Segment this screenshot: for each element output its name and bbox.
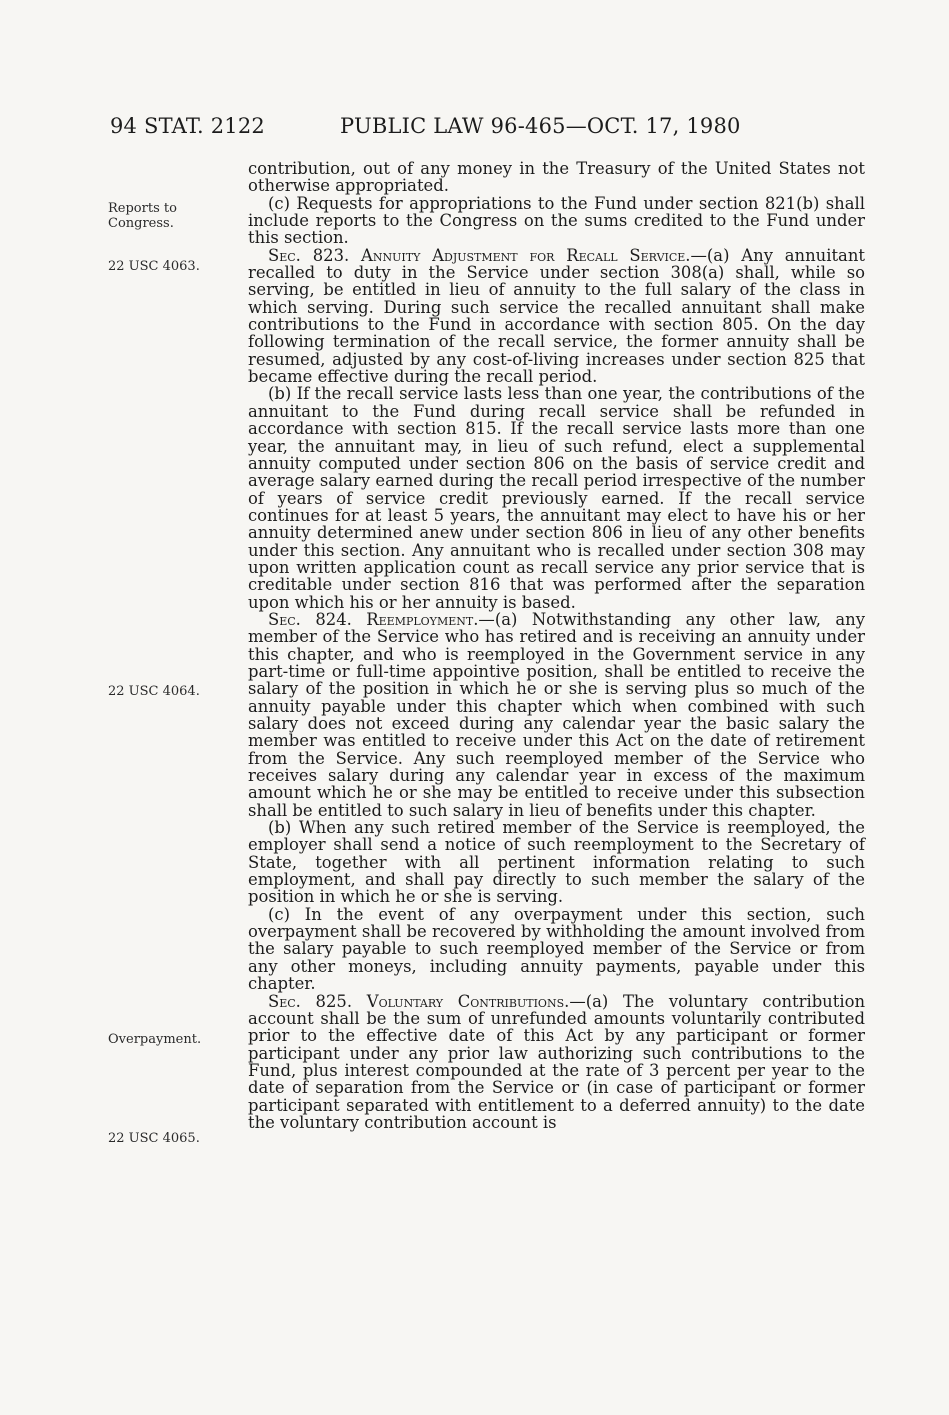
- paragraph-sec-823-b: (b) If the recall service lasts less than one year, the contributions of the annuitant to the Fund during recall service shall be refunded in accordance with section 815. If the recall service lasts more than one year, the annuitant may, in lieu of such refund, elect a supplemental annuity computed under section 806 on the basis of service credit and average salary earned during the recall period irrespective of the number of years of service credit previously earned. If the recall service continues for at least 5 years, the annuitant may elect to have his or her annuity determined anew under section 806 in lieu of any other benefits under this section. Any annuitant who is recalled under section 308 may upon written application count as recall service any prior service that is creditable under section 816 that was performed after the separation upon which his or her annuity is based.: [248, 384, 865, 612]
- margin-note-overpayment: Overpayment.: [108, 1032, 202, 1047]
- section-label: Sec. 823.: [268, 245, 362, 265]
- paragraph-sec-824-a: [248, 611, 865, 819]
- paragraph-823-reports: (c) Requests for appropriations to the Fund under section 821(b) shall include reports to the Congress on the sums credited to the Fund under this section.: [248, 193, 865, 248]
- paragraph-sec-825-a: [248, 993, 865, 1132]
- paragraph-sec-824-c: (c) In the event of any overpayment under this section, such overpayment shall be recovered by withholding the amount involved from the salary payable to such reemployed member of the Service or from any other moneys, including annuity payments, payable under this chapter.: [248, 904, 865, 994]
- margin-note-usc-4064: 22 USC 4064.: [108, 684, 200, 699]
- body-text: [248, 160, 865, 1131]
- section-label: Sec. 825.: [268, 991, 367, 1011]
- margin-note-usc-4065: 22 USC 4065.: [108, 1131, 200, 1146]
- section-heading: Reemployment.: [366, 609, 479, 629]
- margin-note-reports: Reports to Congress.: [108, 201, 177, 231]
- section-text: —(a) Any annuitant recalled to duty in the Service under section 308(a) shall, while so serving, be entitled in lieu of annuity to the full salary of the class in which serving. During such service the recalled annuitant shall make contributions to the Fund in accordance with section 805. On the day following termination of the recall service, the former annuity shall be resumed, adjusted by any cost-of-living increases under section 825 that became effective during the recall period.: [248, 245, 865, 387]
- paragraph-sec-824-b: (b) When any such retired member of the Service is reemployed, the employer shall send a notice of such reemployment to the Secretary of State, together with all pertinent information relating to such employment, and shall pay directly to such member the salary of the position in which he or she is serving.: [248, 818, 865, 907]
- margin-note-usc-4063: 22 USC 4063.: [108, 259, 200, 274]
- page-law-title: PUBLIC LAW 96-465—OCT. 17, 1980: [340, 114, 741, 138]
- section-text: —(a) The voluntary contribution account shall be the sum of unrefunded amounts voluntarily contributed prior to the effective date of this Act by any participant or former participant under any prior law authorizing such contributions to the Fund, plus interest compounded at the rate of 3 percent per year to the date of separation from the Service or (in case of participant or former participant separated with entitlement to a deferred annuity) to the date the voluntary contribution account is: [248, 991, 865, 1132]
- paragraph-sec-823-a: [248, 247, 865, 386]
- paragraph-continuation: contribution, out of any money in the Treasury of the United States not otherwise appropriated.: [248, 159, 865, 196]
- section-label: Sec. 824.: [268, 609, 367, 629]
- section-heading: Voluntary Contributions.: [366, 991, 570, 1011]
- section-heading: Annuity Adjustment for Recall Service.: [361, 245, 691, 265]
- page-stat-number: 94 STAT. 2122: [110, 114, 265, 138]
- section-text: —(a) Notwithstanding any other law, any member of the Service who has retired and is receiving an annuity under this chapter, and who is reemployed in the Government service in any part-time or full-time appointive position, shall be entitled to receive the salary of the position in which he or she is serving plus so much of the annuity payable under this chapter which when combined with such salary does not exceed during any calendar year the basic salary the member was entitled to receive under this Act on the date of retirement from the Service. Any such reemployed member of the Service who receives salary during any calendar year in excess of the maximum amount which he or she may be entitled to receive under this subsection shall be entitled to such salary in lieu of benefits under this chapter.: [248, 609, 865, 820]
